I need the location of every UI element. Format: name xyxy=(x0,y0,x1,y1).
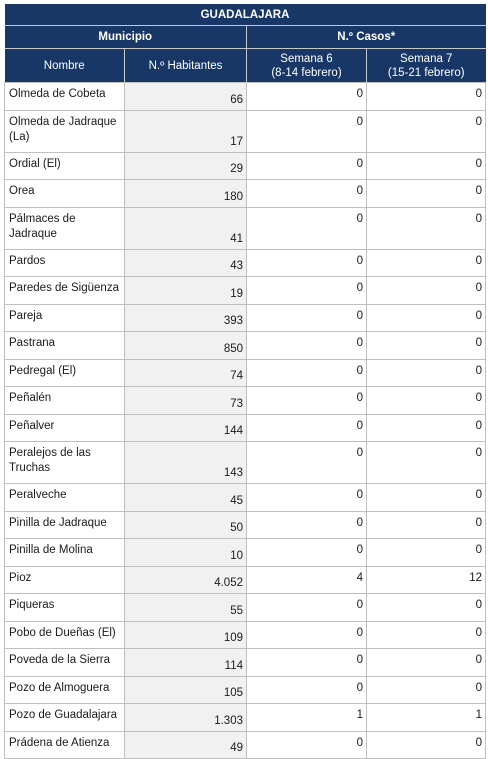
cell-semana7: 1 xyxy=(367,704,486,732)
table-title: GUADALAJARA xyxy=(5,4,486,26)
table-row xyxy=(5,249,486,277)
cell-habitantes: 49 xyxy=(125,731,247,759)
table-row xyxy=(5,676,486,704)
cell-semana6: 0 xyxy=(247,539,367,567)
table-row xyxy=(5,594,486,622)
cell-nombre: Pozo de Almoguera xyxy=(5,676,125,704)
cell-semana6: 0 xyxy=(247,621,367,649)
cell-habitantes: 1.303 xyxy=(125,704,247,732)
cell-habitantes: 17 xyxy=(125,110,247,152)
cell-semana6: 0 xyxy=(247,484,367,512)
cell-nombre: Prádena de Atienza xyxy=(5,731,125,759)
group-header-municipio: Municipio xyxy=(5,26,247,49)
cell-nombre: Pálmaces de Jadraque xyxy=(5,207,125,249)
column-header-nombre: Nombre xyxy=(5,49,125,83)
column-header-semana7 xyxy=(367,49,486,83)
table-row xyxy=(5,180,486,208)
table-row xyxy=(5,304,486,332)
cell-semana7: 0 xyxy=(367,414,486,442)
cell-semana7: 0 xyxy=(367,731,486,759)
cell-nombre: Peñalén xyxy=(5,387,125,415)
cell-nombre: Pioz xyxy=(5,566,125,594)
cell-nombre: Pedregal (El) xyxy=(5,359,125,387)
table-row xyxy=(5,414,486,442)
cell-nombre: Piqueras xyxy=(5,594,125,622)
table-row xyxy=(5,277,486,305)
cell-semana7: 0 xyxy=(367,539,486,567)
semana6-dates: (8-14 febrero) xyxy=(271,66,342,79)
semana7-label: Semana 7 xyxy=(400,52,453,65)
cell-nombre: Ordial (El) xyxy=(5,152,125,180)
cell-semana6: 0 xyxy=(247,511,367,539)
cell-semana6: 0 xyxy=(247,387,367,415)
column-header-habitantes: N.º Habitantes xyxy=(125,49,247,83)
cell-habitantes: 73 xyxy=(125,387,247,415)
cell-habitantes: 144 xyxy=(125,414,247,442)
table-row xyxy=(5,83,486,111)
table-row xyxy=(5,621,486,649)
table-row xyxy=(5,566,486,594)
cases-table xyxy=(4,4,486,759)
cell-nombre: Olmeda de Jadraque (La) xyxy=(5,110,125,152)
cell-semana6: 0 xyxy=(247,207,367,249)
cell-semana6: 0 xyxy=(247,83,367,111)
group-header-row xyxy=(5,26,486,49)
cell-nombre: Pinilla de Jadraque xyxy=(5,511,125,539)
cell-semana6: 0 xyxy=(247,249,367,277)
table-row xyxy=(5,539,486,567)
cell-nombre: Pobo de Dueñas (El) xyxy=(5,621,125,649)
cell-nombre: Poveda de la Sierra xyxy=(5,649,125,677)
table-row xyxy=(5,387,486,415)
cell-nombre: Pastrana xyxy=(5,332,125,360)
table-body xyxy=(5,83,486,759)
cell-semana6: 0 xyxy=(247,649,367,677)
cell-habitantes: 393 xyxy=(125,304,247,332)
cell-semana7: 12 xyxy=(367,566,486,594)
cell-semana7: 0 xyxy=(367,621,486,649)
table-row xyxy=(5,207,486,249)
cell-habitantes: 66 xyxy=(125,83,247,111)
cell-semana7: 0 xyxy=(367,594,486,622)
cell-habitantes: 143 xyxy=(125,442,247,484)
cell-semana7: 0 xyxy=(367,484,486,512)
cell-nombre: Pareja xyxy=(5,304,125,332)
cell-semana7: 0 xyxy=(367,442,486,484)
cell-habitantes: 114 xyxy=(125,649,247,677)
table-row xyxy=(5,484,486,512)
cell-habitantes: 74 xyxy=(125,359,247,387)
cell-nombre: Pozo de Guadalajara xyxy=(5,704,125,732)
table-row xyxy=(5,731,486,759)
table-row xyxy=(5,152,486,180)
cell-semana7: 0 xyxy=(367,676,486,704)
table-row xyxy=(5,704,486,732)
group-header-casos: N.º Casos* xyxy=(247,26,486,49)
cell-habitantes: 29 xyxy=(125,152,247,180)
cell-habitantes: 4.052 xyxy=(125,566,247,594)
cell-semana7: 0 xyxy=(367,152,486,180)
cell-habitantes: 105 xyxy=(125,676,247,704)
cell-semana6: 0 xyxy=(247,332,367,360)
cell-habitantes: 50 xyxy=(125,511,247,539)
cell-habitantes: 41 xyxy=(125,207,247,249)
cell-semana7: 0 xyxy=(367,207,486,249)
cell-semana6: 0 xyxy=(247,359,367,387)
cell-semana7: 0 xyxy=(367,249,486,277)
cell-semana6: 0 xyxy=(247,180,367,208)
cell-semana6: 0 xyxy=(247,304,367,332)
cell-habitantes: 55 xyxy=(125,594,247,622)
cell-habitantes: 180 xyxy=(125,180,247,208)
cell-semana7: 0 xyxy=(367,332,486,360)
cell-semana6: 0 xyxy=(247,414,367,442)
cell-habitantes: 109 xyxy=(125,621,247,649)
cell-habitantes: 850 xyxy=(125,332,247,360)
table-row xyxy=(5,649,486,677)
cell-semana7: 0 xyxy=(367,649,486,677)
cell-semana7: 0 xyxy=(367,277,486,305)
cell-habitantes: 45 xyxy=(125,484,247,512)
cell-semana6: 0 xyxy=(247,731,367,759)
cell-semana6: 4 xyxy=(247,566,367,594)
column-header-row xyxy=(5,49,486,83)
table-row xyxy=(5,442,486,484)
cell-habitantes: 43 xyxy=(125,249,247,277)
table-row xyxy=(5,359,486,387)
cell-semana6: 1 xyxy=(247,704,367,732)
cell-habitantes: 19 xyxy=(125,277,247,305)
cell-semana7: 0 xyxy=(367,180,486,208)
cell-nombre: Peñalver xyxy=(5,414,125,442)
column-header-semana6 xyxy=(247,49,367,83)
cell-semana7: 0 xyxy=(367,387,486,415)
cell-semana7: 0 xyxy=(367,83,486,111)
table-row xyxy=(5,332,486,360)
cell-habitantes: 10 xyxy=(125,539,247,567)
cell-nombre: Paredes de Sigüenza xyxy=(5,277,125,305)
cell-nombre: Orea xyxy=(5,180,125,208)
semana6-label: Semana 6 xyxy=(280,52,333,65)
cell-semana6: 0 xyxy=(247,594,367,622)
cell-nombre: Peralveche xyxy=(5,484,125,512)
cell-nombre: Pinilla de Molina xyxy=(5,539,125,567)
cell-semana6: 0 xyxy=(247,152,367,180)
table-title-row xyxy=(5,4,486,26)
cell-semana6: 0 xyxy=(247,442,367,484)
cell-nombre: Pardos xyxy=(5,249,125,277)
semana7-dates: (15-21 febrero) xyxy=(387,66,465,79)
cell-nombre: Olmeda de Cobeta xyxy=(5,83,125,111)
cell-semana7: 0 xyxy=(367,110,486,152)
cell-semana6: 0 xyxy=(247,110,367,152)
cell-nombre: Peralejos de las Truchas xyxy=(5,442,125,484)
table-row xyxy=(5,511,486,539)
cell-semana6: 0 xyxy=(247,676,367,704)
cell-semana7: 0 xyxy=(367,304,486,332)
cell-semana7: 0 xyxy=(367,511,486,539)
cell-semana6: 0 xyxy=(247,277,367,305)
table-row xyxy=(5,110,486,152)
cell-semana7: 0 xyxy=(367,359,486,387)
